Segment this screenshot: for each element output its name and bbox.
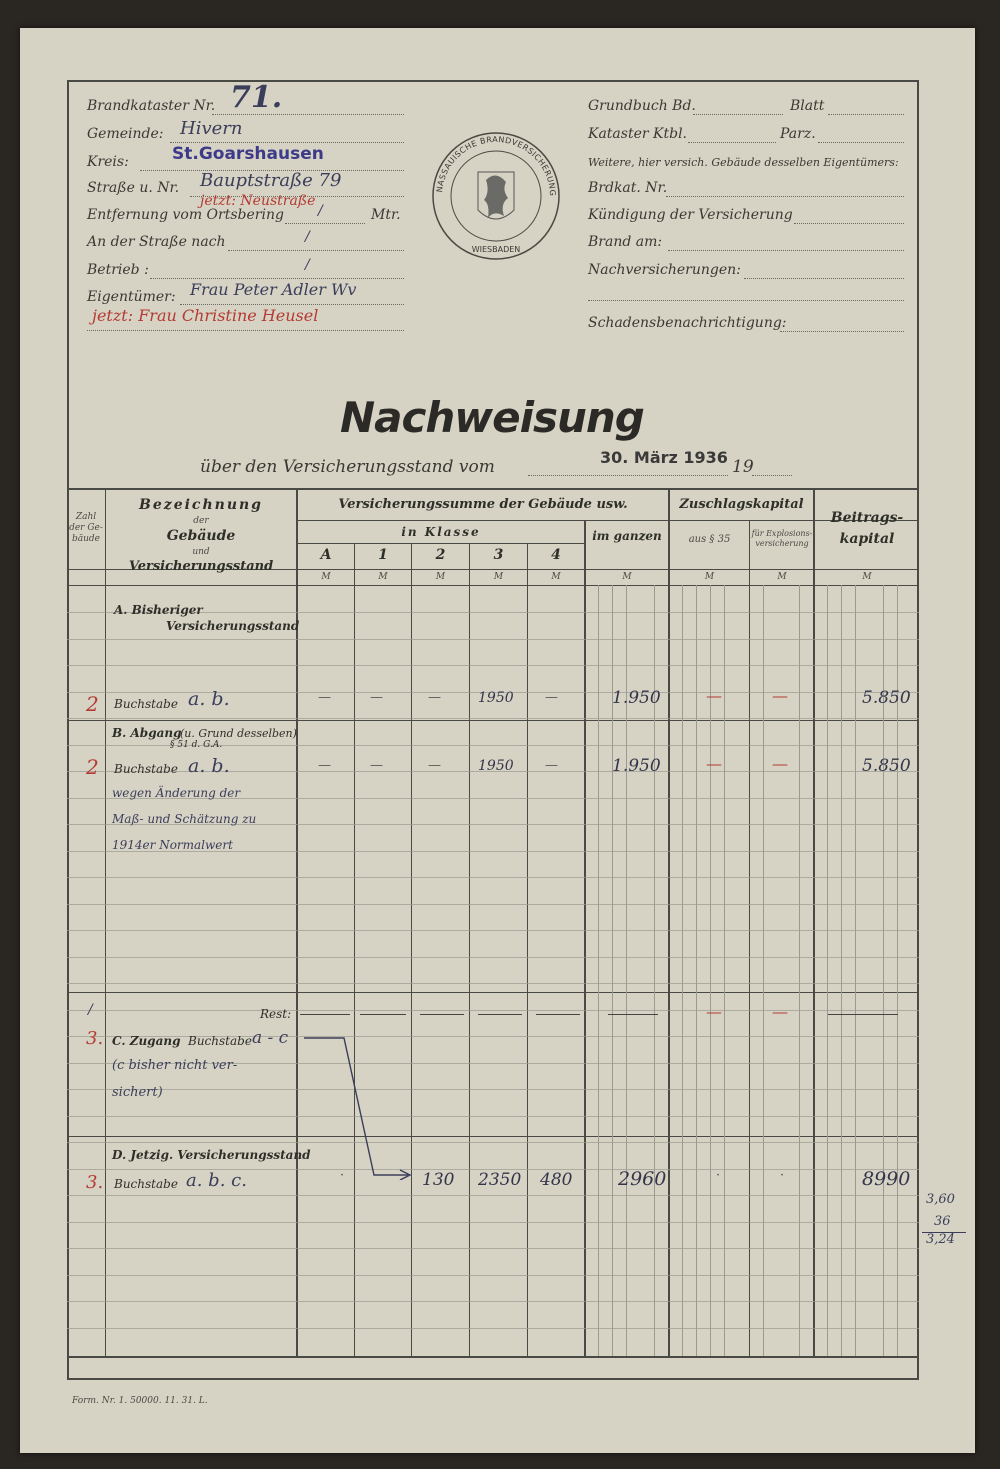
year-prefix: 19: [732, 457, 754, 477]
unit-label: M: [493, 572, 504, 582]
dotted-line: [150, 278, 404, 279]
column-rule: [584, 520, 586, 1356]
insurance-seal: [430, 130, 562, 262]
section-d-total: 2960: [618, 1168, 667, 1190]
dotted-line: [588, 300, 904, 301]
strasse-label: Straße u. Nr.: [87, 180, 180, 196]
section-a-zuschlag1: —: [706, 686, 722, 705]
thin-rule: [598, 585, 599, 1356]
row-rule: [67, 1089, 919, 1090]
row-rule: [67, 1301, 919, 1302]
an-der-strasse-value: /: [305, 229, 310, 245]
row-rule: [67, 957, 919, 958]
kuendigung-label: Kündigung der Versicherung: [588, 207, 793, 223]
dotted-line: [794, 223, 904, 224]
section-a-count: 2: [86, 692, 99, 716]
section-c-buchstabe: Buchstabe: [188, 1034, 252, 1048]
header-gebaeude: Gebäude: [166, 528, 236, 544]
section-a-beitrag: 5.850: [862, 688, 911, 708]
empty-dash: —: [428, 690, 441, 705]
header-klasse-3: 3: [493, 547, 504, 563]
dotted-line: [693, 114, 783, 115]
section-a-klasse3: 1950: [478, 690, 514, 706]
section-b-count: 2: [86, 755, 99, 779]
rest-rule: [608, 1014, 658, 1015]
empty-dash: —: [545, 690, 558, 705]
section-b-zuschlag2: —: [772, 754, 788, 773]
seal-ring-text: NASSAUISCHE BRANDVERSICHERUNG: [435, 134, 558, 197]
empty-dash: —: [370, 758, 383, 773]
dotted-line: [752, 475, 792, 476]
gemeinde-label: Gemeinde:: [87, 126, 164, 142]
rule: [67, 992, 919, 993]
section-b-note3: 1914er Normalwert: [112, 838, 233, 852]
empty-dash: —: [428, 758, 441, 773]
dotted-line: [666, 196, 904, 197]
section-c-note1: (c bisher nicht ver-: [112, 1058, 238, 1073]
row-rule: [67, 930, 919, 931]
thin-rule: [682, 585, 683, 1356]
brandkataster-number: 71.: [230, 80, 283, 115]
schaden-label: Schadensbenachrichtigung:: [588, 315, 787, 331]
section-c-count1: /: [88, 1002, 93, 1018]
strasse-note: jetzt: Neustraße: [200, 193, 316, 209]
row-rule: [67, 1248, 919, 1249]
rule: [67, 585, 919, 586]
kreis-label: Kreis:: [87, 154, 129, 170]
unit-label: M: [862, 572, 872, 582]
table-bottom-rule: [67, 1356, 919, 1358]
rest-rule: [420, 1014, 464, 1015]
empty-dash: —: [318, 758, 331, 773]
thin-rule: [799, 585, 800, 1356]
eigentuemer-value: Frau Peter Adler Wv: [190, 280, 357, 299]
margin-calc3: 3,24: [926, 1232, 955, 1247]
rest-rule: [536, 1014, 580, 1015]
rest-rule: [828, 1014, 898, 1015]
row-rule: [67, 1222, 919, 1223]
an-der-strasse-label: An der Straße nach: [87, 234, 226, 250]
section-a-letters: a. b.: [188, 688, 230, 710]
thin-rule: [827, 585, 828, 1356]
grundbuch-label: Grundbuch Bd.: [588, 98, 696, 114]
header-explosion: für Explosions- versicherung: [751, 529, 813, 548]
unit-label: M: [704, 572, 715, 582]
section-b-note1: wegen Änderung der: [112, 786, 241, 800]
entfernung-label: Entfernung vom Ortsbering: [87, 207, 284, 223]
section-a-buchstabe: Buchstabe: [114, 697, 178, 711]
thin-rule: [841, 585, 842, 1356]
row-rule: [67, 718, 919, 719]
seal-bottom-text: WIESBADEN: [471, 245, 521, 254]
section-d-beitrag: 8990: [862, 1168, 911, 1190]
betrieb-value: /: [305, 257, 310, 273]
dotted-line: [668, 250, 904, 251]
section-a-title2: Versicherungsstand: [166, 619, 300, 633]
section-a-total: 1.950: [612, 688, 661, 708]
dotted-line: [87, 330, 404, 331]
section-d-klasse2: 2350: [478, 1170, 522, 1190]
unit-label: M: [777, 572, 787, 582]
row-rule: [67, 639, 919, 640]
unit-label: M: [378, 572, 388, 582]
subtitle-text: über den Versicherungsstand vom: [200, 457, 495, 477]
rest-rule: [360, 1014, 406, 1015]
page-title: Nachweisung: [340, 393, 644, 442]
section-a-title: A. Bisheriger: [114, 603, 203, 617]
empty-dash: —: [370, 690, 383, 705]
section-c-zuschlag1: —: [706, 1002, 722, 1021]
dotted-line: [828, 114, 904, 115]
empty-dot: ·: [780, 1168, 785, 1183]
eigentuemer-label: Eigentümer:: [87, 289, 176, 305]
empty-dot: ·: [340, 1168, 345, 1183]
unit-label: M: [622, 572, 632, 582]
dotted-line: [170, 142, 404, 143]
dotted-line: [818, 142, 904, 143]
transfer-arrow: [296, 1030, 416, 1180]
section-b-beitrag: 5.850: [862, 756, 911, 776]
weitere-label: Weitere, hier versich. Gebäude desselben Eigentümers:: [588, 156, 899, 169]
dotted-line: [285, 223, 365, 224]
thin-rule: [696, 585, 697, 1356]
thin-rule: [763, 585, 764, 1356]
thin-rule: [855, 585, 856, 1356]
header-klasse-2: 2: [435, 547, 446, 563]
kreis-stamp: St.Goarshausen: [172, 144, 324, 164]
eigentuemer-note: jetzt: Frau Christine Heusel: [92, 306, 319, 325]
section-d-letters: a. b. c.: [186, 1170, 247, 1191]
header-im-ganzen: im ganzen: [592, 529, 662, 543]
blatt-label: Blatt: [790, 98, 825, 114]
entfernung-value: /: [318, 203, 323, 219]
empty-dash: —: [545, 758, 558, 773]
dotted-line: [780, 331, 904, 332]
row-rule: [67, 1328, 919, 1329]
kataster-label: Kataster Ktbl.: [588, 126, 687, 142]
unit-label: M: [321, 572, 331, 582]
row-rule: [67, 1142, 919, 1143]
empty-dash: —: [318, 690, 331, 705]
section-a-zuschlag2: —: [772, 686, 788, 705]
header-aus-35: aus § 35: [688, 534, 731, 545]
column-rule: [668, 488, 670, 1356]
section-b-letters: a. b.: [188, 755, 230, 777]
header-versicherungsstand: Versicherungsstand: [128, 559, 274, 574]
header-klasse-4: 4: [551, 547, 561, 563]
column-rule: [105, 488, 106, 1356]
unit-label: M: [551, 572, 561, 582]
column-rule: [749, 520, 750, 1356]
margin-calc1: 3,60: [926, 1192, 955, 1207]
section-d-title: D. Jetzig. Versicherungsstand: [112, 1148, 311, 1162]
row-rule: [67, 983, 919, 984]
section-d-klasse3: 480: [540, 1170, 573, 1190]
gemeinde-value: Hivern: [180, 118, 243, 139]
section-c-zuschlag2: —: [772, 1002, 788, 1021]
section-c-title: C. Zugang: [112, 1034, 181, 1048]
rule: [67, 1136, 919, 1137]
row-rule: [67, 1275, 919, 1276]
col-count-header: Zahl der Ge- bäude: [69, 512, 103, 544]
dotted-line: [180, 304, 404, 305]
section-b-ref: § 51 d. G.A.: [170, 740, 223, 750]
betrieb-label: Betrieb :: [87, 262, 149, 278]
row-rule: [67, 1195, 919, 1196]
section-b-klasse3: 1950: [478, 758, 514, 774]
row-rule: [67, 1116, 919, 1117]
section-c-count2: 3.: [86, 1028, 104, 1049]
header-der: der: [193, 516, 209, 526]
rest-rule: [478, 1014, 522, 1015]
table-top-rule: [67, 488, 919, 490]
row-rule: [67, 904, 919, 905]
section-b-buchstabe: Buchstabe: [114, 762, 178, 776]
row-rule: [67, 877, 919, 878]
dotted-line: [744, 278, 904, 279]
empty-dot: ·: [716, 1168, 721, 1183]
section-b-title-note: (u. Grund desselben): [180, 727, 297, 740]
section-c-note2: sichert): [112, 1085, 163, 1100]
nachversicherungen-label: Nachversicherungen:: [588, 262, 741, 278]
rest-rule: [300, 1014, 350, 1015]
section-b-zuschlag1: —: [706, 754, 722, 773]
brand-label: Brand am:: [588, 234, 663, 250]
section-d-count: 3.: [86, 1172, 104, 1193]
strasse-value: Bauptstraße 79: [200, 170, 342, 191]
col-description-header: Bezeichnung: [139, 497, 263, 513]
dotted-line: [528, 475, 728, 476]
form-number: Form. Nr. 1. 50000. 11. 31. L.: [72, 1396, 208, 1406]
section-b-total: 1.950: [612, 756, 661, 776]
brdkat-label: Brdkat. Nr.: [588, 180, 668, 196]
margin-calc2: 36: [934, 1214, 951, 1229]
date-stamp: 30. März 1936: [600, 448, 728, 467]
section-d-klasse1: 130: [422, 1170, 455, 1190]
column-rule: [813, 488, 815, 1356]
section-c-letters: a - c: [252, 1028, 289, 1048]
dotted-line: [228, 250, 404, 251]
unit-label: M: [435, 572, 446, 582]
thin-rule: [724, 585, 725, 1356]
group-header-versicherungssumme: Versicherungssumme der Gebäude usw.: [338, 497, 628, 512]
dotted-line: [688, 142, 776, 143]
parz-label: Parz.: [780, 126, 816, 142]
header-klasse-1: 1: [378, 547, 388, 563]
header-beitrag: Beitrags- kapital: [830, 510, 904, 547]
section-d-buchstabe: Buchstabe: [114, 1177, 178, 1191]
rest-label: Rest:: [260, 1007, 292, 1021]
row-rule: [67, 1010, 919, 1011]
section-b-title: B. Abgang: [112, 726, 182, 740]
rule: [297, 543, 585, 544]
section-b-note2: Maß- und Schätzung zu: [112, 812, 257, 826]
header-klasse-a: A: [320, 547, 332, 563]
header-und: und: [192, 547, 210, 557]
entfernung-unit: Mtr.: [371, 207, 401, 223]
row-rule: [67, 665, 919, 666]
group-header-zuschlag: Zuschlagskapital: [679, 497, 804, 512]
header-in-klasse: in Klasse: [401, 525, 481, 539]
rule: [67, 720, 919, 721]
brandkataster-label: Brandkataster Nr.: [87, 98, 216, 114]
